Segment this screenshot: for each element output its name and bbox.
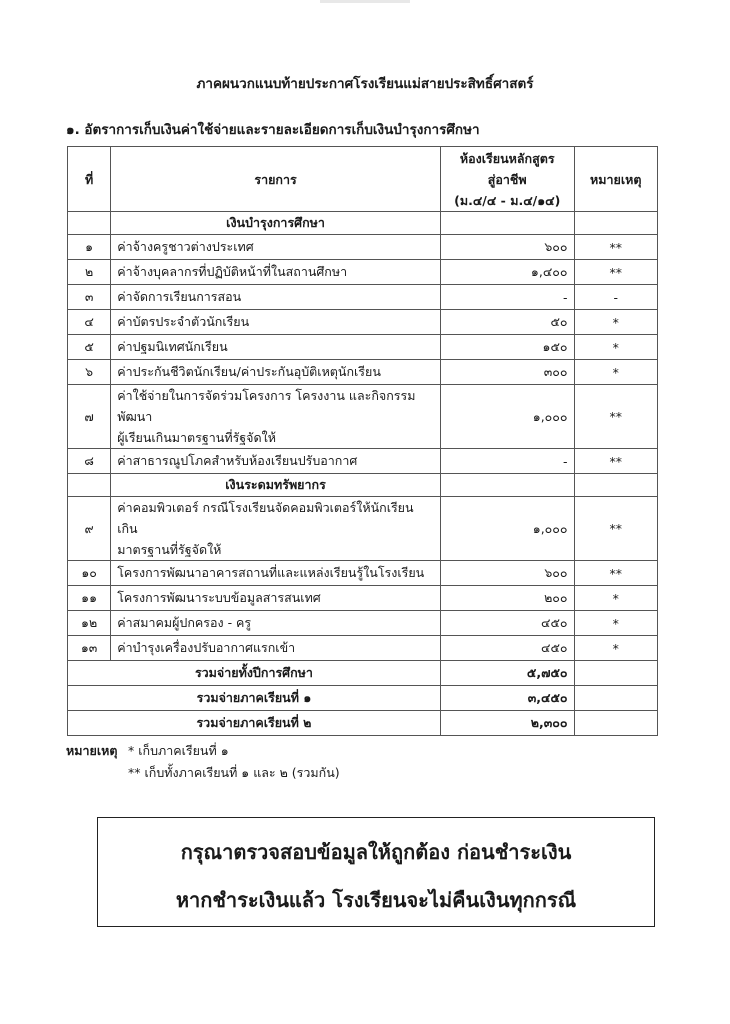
row-item: ค่าจัดการเรียนการสอน [111, 285, 441, 310]
group-label: เงินบำรุงการศึกษา [111, 212, 441, 235]
row-amount: ๑,๐๐๐ [440, 497, 574, 561]
notes-label: หมายเหตุ [66, 743, 118, 758]
total-empty-cell [574, 661, 657, 686]
table-row [68, 335, 658, 360]
group-empty-cell [574, 474, 657, 497]
group-empty-cell [68, 474, 111, 497]
warning-line1: กรุณาตรวจสอบข้อมูลให้ถูกต้อง ก่อนชำระเงิน [180, 840, 572, 864]
total-empty-cell [574, 686, 657, 711]
row-no: ๑๑ [68, 586, 111, 611]
note-line1: * เก็บภาคเรียนที่ ๑ [128, 743, 229, 758]
row-item [111, 497, 441, 561]
table-row [68, 561, 658, 586]
header-remark: หมายเหตุ [574, 147, 657, 212]
table-row [68, 260, 658, 285]
row-no: ๑ [68, 235, 111, 260]
row-no: ๑๓ [68, 636, 111, 661]
row-no: ๖ [68, 360, 111, 385]
total-row-term1 [68, 686, 658, 711]
row-no: ๗ [68, 385, 111, 449]
table-header-row [68, 147, 658, 212]
row-item: ค่าปฐมนิเทศนักเรียน [111, 335, 441, 360]
header-amount-line2: สู่อาชีพ [487, 171, 527, 187]
row-remark: ** [574, 235, 657, 260]
page-title: ภาคผนวกแนบท้ายประกาศโรงเรียนแม่สายประสิทธิ์ศาสตร์ [196, 76, 534, 92]
header-amount-line3: (ม.๔/๔ - ม.๔/๑๔) [454, 192, 561, 208]
row-amount: ๑,๔๐๐ [440, 260, 574, 285]
total-amount: ๒,๓๐๐ [440, 711, 574, 736]
total-empty-cell [574, 711, 657, 736]
group-row-resource-fee [68, 474, 658, 497]
row-remark: * [574, 335, 657, 360]
table-row [68, 235, 658, 260]
row-no: ๔ [68, 310, 111, 335]
row-item: ค่าจ้างบุคลากรที่ปฏิบัติหน้าที่ในสถานศึกษา [111, 260, 441, 285]
row-remark: * [574, 586, 657, 611]
row-item-line1: ค่าใช้จ่ายในการจัดร่วมโครงการ โครงงาน และกิจกรรมพัฒนา [117, 388, 416, 424]
warning-line2: หากชำระเงินแล้ว โรงเรียนจะไม่คืนเงินทุกกรณี [175, 888, 577, 912]
row-item: โครงการพัฒนาอาคารสถานที่และแหล่งเรียนรู้ในโรงเรียน [111, 561, 441, 586]
row-item: ค่าสมาคมผู้ปกครอง - ครู [111, 611, 441, 636]
note-row [66, 762, 340, 784]
note-line2: ** เก็บทั้งภาคเรียนที่ ๑ และ ๒ (รวมกัน) [128, 765, 340, 780]
header-amount [440, 147, 574, 212]
table-row [68, 497, 658, 561]
row-amount: ๔๕๐ [440, 611, 574, 636]
notes [66, 740, 340, 784]
group-empty-cell [440, 212, 574, 235]
row-no: ๑๒ [68, 611, 111, 636]
row-amount: ๔๕๐ [440, 636, 574, 661]
row-remark: * [574, 310, 657, 335]
table-row [68, 285, 658, 310]
row-remark: ** [574, 260, 657, 285]
row-amount: ๖๐๐ [440, 561, 574, 586]
row-no: ๑๐ [68, 561, 111, 586]
row-item: ค่าสาธารณูปโภคสำหรับห้องเรียนปรับอากาศ [111, 449, 441, 474]
header-item: รายการ [111, 147, 441, 212]
table-row [68, 636, 658, 661]
table-row [68, 360, 658, 385]
total-label: รวมจ่ายภาคเรียนที่ ๑ [68, 686, 441, 711]
row-no: ๓ [68, 285, 111, 310]
fee-table [67, 146, 658, 736]
row-item: ค่าบำรุงเครื่องปรับอากาศแรกเข้า [111, 636, 441, 661]
row-item [111, 385, 441, 449]
group-row-education-fee [68, 212, 658, 235]
row-remark: ** [574, 385, 657, 449]
total-row-term2 [68, 711, 658, 736]
row-amount: ๕๐ [440, 310, 574, 335]
row-item-line2: มาตรฐานที่รัฐจัดให้ [117, 542, 222, 557]
row-item: โครงการพัฒนาระบบข้อมูลสารสนเทศ [111, 586, 441, 611]
row-amount: ๒๐๐ [440, 586, 574, 611]
row-amount: - [440, 285, 574, 310]
row-no: ๒ [68, 260, 111, 285]
total-label: รวมจ่ายทั้งปีการศึกษา [68, 661, 441, 686]
group-label: เงินระดมทรัพยากร [111, 474, 441, 497]
row-item-line2: ผู้เรียนเกินมาตรฐานที่รัฐจัดให้ [117, 430, 276, 445]
row-amount: ๖๐๐ [440, 235, 574, 260]
section-heading: ๑. อัตราการเก็บเงินค่าใช้จ่ายและรายละเอียดการเก็บเงินบำรุงการศึกษา [66, 122, 480, 138]
row-remark: * [574, 636, 657, 661]
header-amount-line1: ห้องเรียนหลักสูตร [459, 150, 555, 166]
row-no: ๘ [68, 449, 111, 474]
table-row [68, 586, 658, 611]
total-amount: ๓,๔๕๐ [440, 686, 574, 711]
group-empty-cell [440, 474, 574, 497]
row-item-line1: ค่าคอมพิวเตอร์ กรณีโรงเรียนจัดคอมพิวเตอร์ให้นักเรียนเกิน [117, 500, 414, 536]
total-amount: ๕,๗๕๐ [440, 661, 574, 686]
group-empty-cell [68, 212, 111, 235]
row-remark: - [574, 285, 657, 310]
row-amount: - [440, 449, 574, 474]
row-remark: * [574, 611, 657, 636]
table-row [68, 385, 658, 449]
row-remark: ** [574, 497, 657, 561]
row-remark: * [574, 360, 657, 385]
group-empty-cell [574, 212, 657, 235]
row-amount: ๓๐๐ [440, 360, 574, 385]
table-row [68, 310, 658, 335]
table-row [68, 449, 658, 474]
total-row-year [68, 661, 658, 686]
warning-box [97, 817, 655, 927]
row-remark: ** [574, 449, 657, 474]
row-item: ค่าจ้างครูชาวต่างประเทศ [111, 235, 441, 260]
header-no: ที่ [68, 147, 111, 212]
row-amount: ๑,๐๐๐ [440, 385, 574, 449]
row-item: ค่าประกันชีวิตนักเรียน/ค่าประกันอุบัติเหตุนักเรียน [111, 360, 441, 385]
row-item: ค่าบัตรประจำตัวนักเรียน [111, 310, 441, 335]
note-row [66, 740, 340, 762]
row-remark: ** [574, 561, 657, 586]
scan-edge-mark [320, 0, 410, 3]
table-row [68, 611, 658, 636]
row-no: ๙ [68, 497, 111, 561]
row-no: ๕ [68, 335, 111, 360]
row-amount: ๑๕๐ [440, 335, 574, 360]
total-label: รวมจ่ายภาคเรียนที่ ๒ [68, 711, 441, 736]
